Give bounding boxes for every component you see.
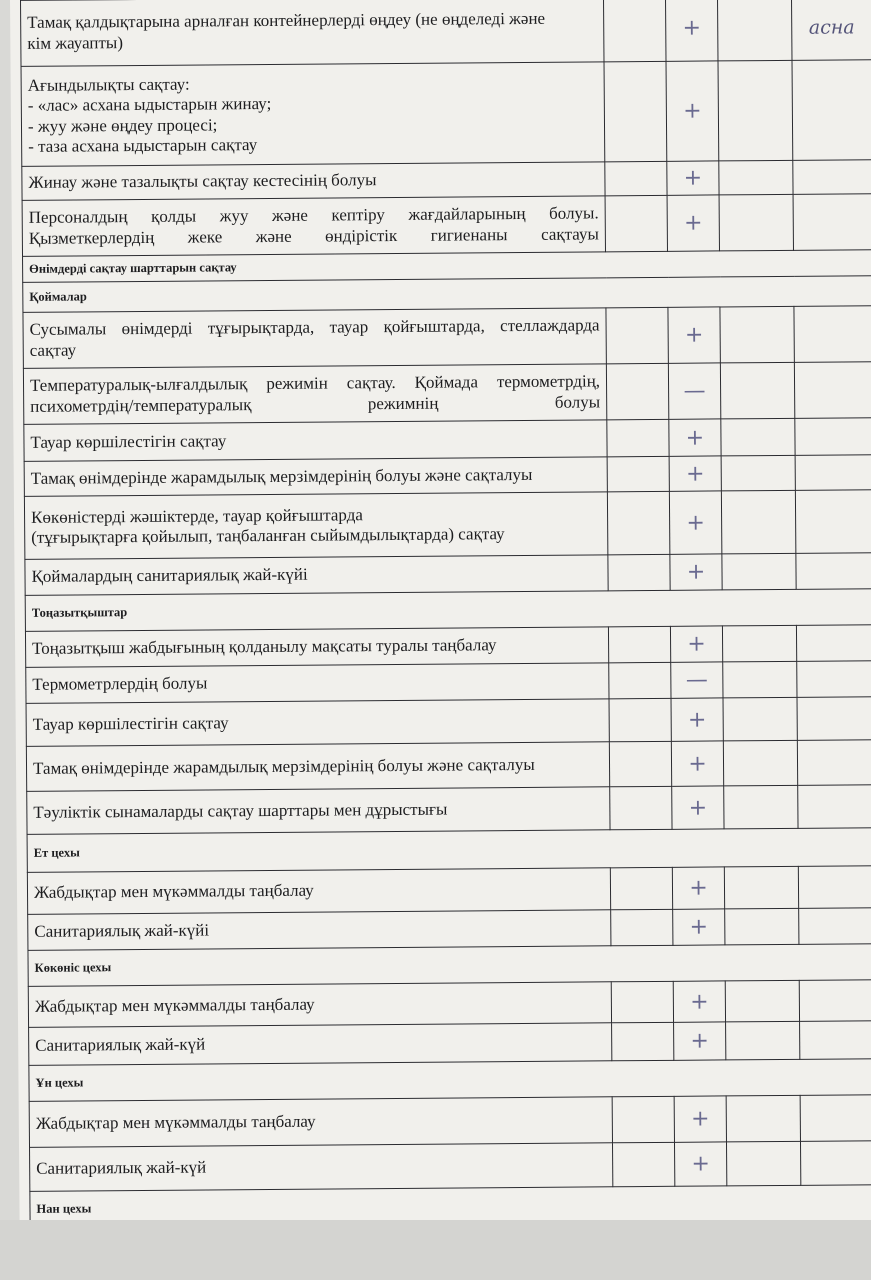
criterion-text-line: Жабдықтар мен мүкәммалды таңбалау bbox=[35, 1112, 316, 1134]
empty-answer-cell bbox=[724, 785, 798, 829]
handwritten-mark: + bbox=[670, 626, 722, 662]
checklist-row bbox=[27, 866, 871, 915]
empty-answer-cell bbox=[726, 1141, 800, 1186]
criterion-text-line: Ағындылықты сақтау: bbox=[27, 74, 190, 96]
empty-answer-cell bbox=[607, 456, 669, 491]
criterion-cell bbox=[26, 663, 609, 704]
criterion-cell bbox=[27, 787, 610, 835]
criterion-cell bbox=[27, 868, 610, 915]
criterion-cell bbox=[26, 699, 609, 747]
empty-answer-cell bbox=[604, 61, 667, 161]
criterion-text-line: Персоналдың қолды жуу және кептіру жағдайларының болуы. bbox=[28, 203, 599, 228]
criterion-text-line: Жабдықтар мен мүкәммалды таңбалау bbox=[34, 994, 315, 1016]
criterion-cell bbox=[21, 0, 605, 66]
checklist-row bbox=[23, 362, 871, 425]
empty-answer-cell bbox=[720, 362, 794, 419]
handwritten-note bbox=[793, 160, 871, 195]
checklist-row bbox=[28, 980, 871, 1028]
criterion-text-line: Тауар көршілестігін сақтау bbox=[32, 713, 229, 734]
criterion-text-line: Сусымалы өнімдерді тұғырықтарда, тауар қойғыштарда, стеллаждарда bbox=[29, 315, 600, 340]
empty-answer-cell bbox=[605, 195, 667, 251]
empty-answer-cell bbox=[608, 554, 670, 590]
handwritten-note bbox=[792, 60, 871, 161]
handwritten-mark: + bbox=[674, 1022, 726, 1060]
handwritten-mark: + bbox=[667, 161, 719, 195]
criterion-text-line: Қоймалардың санитариялық жай-күйі bbox=[31, 565, 308, 587]
criterion-text-line: Санитариялық жай-күй bbox=[35, 1034, 206, 1056]
criterion-text-line: (тұғырықтарға қойылып, таңбаланған сыйымдылықтарда) сақтау bbox=[31, 524, 505, 547]
handwritten-note bbox=[799, 980, 871, 1022]
handwritten-note bbox=[795, 418, 871, 456]
handwritten-mark: + bbox=[674, 1096, 726, 1142]
criterion-cell bbox=[23, 308, 606, 369]
criterion-cell bbox=[28, 910, 611, 951]
checklist-body bbox=[21, 0, 871, 1227]
empty-answer-cell bbox=[725, 980, 799, 1022]
empty-answer-cell bbox=[718, 60, 793, 161]
checklist-row bbox=[26, 740, 871, 792]
section-header-row bbox=[27, 828, 871, 873]
empty-answer-cell bbox=[611, 909, 673, 945]
criterion-text-line: Температуралық-ылғалдылық режимін сақтау. Қоймада термометрдің, bbox=[29, 371, 601, 396]
handwritten-note bbox=[800, 1021, 871, 1060]
handwritten-note: асна bbox=[791, 0, 871, 60]
empty-answer-cell bbox=[612, 1142, 674, 1186]
handwritten-mark: + bbox=[671, 698, 723, 741]
handwritten-note bbox=[796, 553, 871, 590]
criterion-cell bbox=[28, 982, 611, 1028]
criterion-text-line: Жабдықтар мен мүкәммалды таңбалау bbox=[33, 881, 314, 903]
inspection-checklist-table bbox=[20, 0, 871, 1228]
handwritten-mark: + bbox=[671, 741, 723, 786]
handwritten-note bbox=[798, 785, 871, 829]
criterion-cell bbox=[30, 1143, 613, 1192]
criterion-text-line: - таза асхана ыдыстарын сақтау bbox=[28, 134, 258, 156]
handwritten-mark: + bbox=[667, 195, 719, 251]
criterion-text-line: кім жауапты) bbox=[27, 32, 124, 53]
handwritten-mark: — bbox=[668, 363, 720, 419]
empty-answer-cell bbox=[606, 363, 668, 419]
criterion-cell bbox=[29, 1097, 612, 1148]
checklist-row bbox=[27, 785, 871, 835]
criterion-cell bbox=[24, 492, 607, 560]
empty-answer-cell bbox=[610, 786, 672, 829]
handwritten-mark: + bbox=[673, 909, 725, 945]
criterion-cell bbox=[26, 742, 609, 792]
empty-answer-cell bbox=[612, 1096, 674, 1142]
handwritten-note bbox=[797, 697, 871, 741]
criterion-cell bbox=[22, 196, 605, 257]
empty-answer-cell bbox=[725, 908, 799, 945]
handwritten-note bbox=[798, 866, 871, 909]
handwritten-mark: + bbox=[672, 786, 724, 829]
criterion-text-line: Тәуліктік сынамаларды сақтау шарттары мен дұрыстығы bbox=[33, 799, 448, 822]
criterion-text-line: Санитариялық жай-күй bbox=[36, 1157, 207, 1179]
empty-answer-cell bbox=[724, 866, 798, 909]
checklist-row bbox=[30, 1141, 871, 1192]
checklist-row bbox=[21, 60, 871, 167]
handwritten-note bbox=[794, 306, 871, 363]
criterion-text-line: сақтау bbox=[29, 339, 77, 360]
criterion-cell bbox=[21, 62, 605, 167]
section-title: Нан цехы bbox=[30, 1185, 871, 1228]
criterion-text-line: Жинау және тазалықты сақтау кестесінің болуы bbox=[28, 170, 377, 193]
criterion-text-line: психометрдің/температуралық режимнің болуы bbox=[30, 391, 601, 416]
empty-answer-cell bbox=[606, 307, 668, 363]
criterion-text-line: Тауар көршілестігін сақтау bbox=[30, 431, 227, 452]
section-title: Өнімдерді сақтау шарттарын сақтау bbox=[23, 250, 871, 283]
handwritten-mark: + bbox=[673, 981, 725, 1022]
handwritten-note bbox=[794, 362, 871, 419]
empty-answer-cell bbox=[717, 0, 792, 61]
empty-answer-cell bbox=[723, 661, 797, 698]
checklist-row bbox=[24, 490, 871, 560]
empty-answer-cell bbox=[609, 698, 671, 741]
criterion-text-line: Тамақ қалдықтарына арналған контейнерлерді өңдеу (не өңделеді және bbox=[27, 9, 546, 33]
section-title: Ұн цехы bbox=[29, 1059, 871, 1102]
paper-sheet bbox=[10, 0, 871, 1280]
checklist-row bbox=[23, 306, 871, 369]
empty-answer-cell bbox=[726, 1095, 800, 1142]
handwritten-mark: + bbox=[672, 867, 724, 909]
criterion-text-line: Тоңазытқыш жабдығының қолданылу мақсаты туралы таңбалау bbox=[32, 635, 497, 659]
criterion-text-line: - «лас» асхана ыдыстарын жинау; bbox=[27, 94, 272, 116]
handwritten-note bbox=[795, 455, 871, 491]
empty-answer-cell bbox=[609, 741, 671, 786]
empty-answer-cell bbox=[608, 626, 670, 662]
empty-answer-cell bbox=[723, 740, 797, 786]
handwritten-note bbox=[797, 661, 871, 698]
criterion-cell bbox=[25, 627, 608, 668]
criterion-cell bbox=[24, 420, 607, 462]
empty-answer-cell bbox=[722, 553, 796, 590]
empty-answer-cell bbox=[721, 418, 795, 456]
section-title: Ет цехы bbox=[27, 828, 871, 873]
handwritten-note bbox=[796, 625, 871, 662]
handwritten-mark: + bbox=[670, 554, 722, 590]
handwritten-note bbox=[797, 740, 871, 786]
criterion-text-line: Қызметкерлердің жеке және өндірістік гигиенаны сақтауы bbox=[28, 223, 599, 248]
criterion-text-line: Көкөністерді жәшіктерде, тауар қойғыштарда bbox=[30, 505, 363, 527]
section-title: Тоңазытқыштар bbox=[25, 589, 871, 632]
empty-answer-cell bbox=[611, 981, 673, 1022]
criterion-cell bbox=[23, 364, 606, 425]
empty-answer-cell bbox=[719, 194, 793, 251]
checklist-row bbox=[21, 0, 871, 66]
checklist-row bbox=[26, 697, 871, 747]
handwritten-mark: + bbox=[665, 0, 718, 61]
handwritten-mark: + bbox=[674, 1142, 726, 1186]
section-title: Қоймалар bbox=[23, 276, 871, 313]
scan-background bbox=[0, 1220, 871, 1280]
empty-answer-cell bbox=[612, 1022, 674, 1060]
section-title: Көкөніс цехы bbox=[28, 944, 871, 987]
empty-answer-cell bbox=[726, 1021, 800, 1060]
empty-answer-cell bbox=[723, 697, 797, 741]
criterion-cell bbox=[24, 457, 607, 497]
handwritten-mark: + bbox=[666, 61, 719, 161]
checklist-row bbox=[29, 1021, 871, 1066]
criterion-cell bbox=[29, 1023, 612, 1066]
empty-answer-cell bbox=[603, 0, 666, 62]
criterion-text-line: Тамақ өнімдерінде жарамдылық мерзімдерінің болуы және сақталуы bbox=[30, 464, 533, 488]
criterion-text-line: Термометрлердің болуы bbox=[32, 673, 208, 695]
handwritten-note bbox=[799, 908, 871, 945]
criterion-text-line: - жуу және өңдеу процесі; bbox=[27, 114, 218, 136]
empty-answer-cell bbox=[719, 160, 793, 195]
empty-answer-cell bbox=[722, 625, 796, 662]
criterion-cell bbox=[25, 555, 608, 596]
criterion-text-line: Тамақ өнімдерінде жарамдылық мерзімдерінің болуы және сақталуы bbox=[32, 754, 535, 778]
handwritten-note bbox=[795, 490, 871, 554]
checklist-row bbox=[29, 1095, 871, 1148]
handwritten-mark: — bbox=[671, 662, 723, 698]
handwritten-note bbox=[800, 1095, 871, 1142]
empty-answer-cell bbox=[721, 490, 795, 554]
empty-answer-cell bbox=[609, 662, 671, 698]
empty-answer-cell bbox=[607, 419, 669, 456]
handwritten-note bbox=[800, 1141, 871, 1186]
empty-answer-cell bbox=[605, 161, 667, 195]
empty-answer-cell bbox=[607, 491, 669, 554]
handwritten-note bbox=[793, 194, 871, 251]
empty-answer-cell bbox=[720, 306, 794, 363]
checklist-row bbox=[22, 194, 871, 257]
handwritten-mark: + bbox=[669, 456, 721, 491]
handwritten-mark: + bbox=[668, 307, 720, 363]
empty-answer-cell bbox=[721, 455, 795, 491]
criterion-text-line: Санитариялық жай-күйі bbox=[34, 920, 210, 942]
criterion-cell bbox=[22, 162, 605, 201]
handwritten-mark: + bbox=[669, 491, 721, 554]
empty-answer-cell bbox=[610, 867, 672, 909]
handwritten-mark: + bbox=[669, 419, 721, 456]
